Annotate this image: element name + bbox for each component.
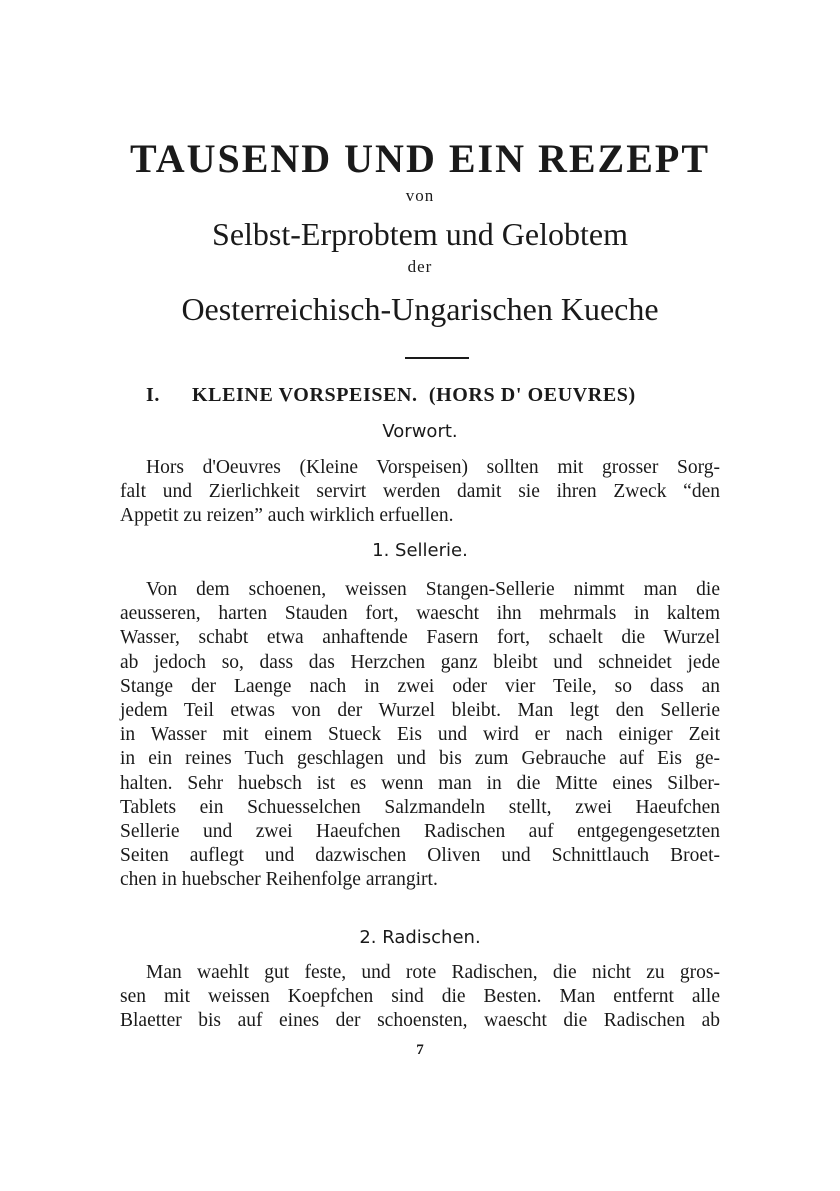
section-heading [146,382,636,408]
book-title: TAUSEND UND EIN REZEPT [129,136,710,181]
recipe-heading-sellerie: 1. Sellerie. [372,540,468,561]
text-line: Blaetter bis auf eines der schoensten, waescht die Radischen ab [120,1010,720,1032]
text-line: Sellerie und zwei Haeufchen Radischen auf entgegengesetzten [120,821,720,843]
text-line: Tablets ein Schuesselchen Salzmandeln stellt, zwei Haeufchen [120,796,720,818]
text-line: Wasser, schabt etwa anhaftende Fasern fort, schaelt die Wurzel [120,627,720,649]
text-line: Appetit zu reizen” auch wirklich erfuellen. [120,505,454,527]
text-line: Seiten auflegt und dazwischen Oliven und Schnittlauch Broet- [120,845,720,867]
text-line: aeusseren, harten Stauden fort, waescht ihn mehrmals in kaltem [120,603,720,625]
text-line: halten. Sehr huebsch ist es wenn man in die Mitte eines Silber- [120,772,720,794]
book-subtitle-1: Selbst-Erprobtem und Gelobtem [212,216,628,252]
text-line: Stange der Laenge nach in zwei oder vier Teile, so dass an [120,675,720,697]
text-line: chen in huebscher Reihenfolge arrangirt. [120,869,438,891]
text-line: sen mit weissen Koepfchen sind die Besten. Man entfernt alle [120,986,720,1008]
text-line: Von dem schoenen, weissen Stangen-Sellerie nimmt man die [146,579,720,600]
text-line: Man waehlt gut feste, und rote Radischen, die nicht zu gros- [146,962,720,983]
title-connector-der: der [407,257,433,276]
recipe-heading-radischen: 2. Radischen. [359,927,481,948]
text-line: falt und Zierlichkeit servirt werden damit sie ihren Zweck “den [120,481,720,503]
text-line: in Wasser mit einem Stueck Eis und wird er nach einiger Zeit [120,724,720,746]
text-line: jedem Teil etwas von der Wurzel bleibt. Man legt den Sellerie [120,700,720,722]
foreword-paragraph [120,456,720,529]
page-number: 7 [416,1042,424,1058]
title-divider [405,357,469,359]
book-subtitle-2: Oesterreichisch-Ungarischen Kueche [181,291,659,327]
text-line: Hors d'Oeuvres (Kleine Vorspeisen) sollten mit grosser Sorg- [146,457,720,478]
title-connector-von: von [405,186,435,205]
text-line: in ein reines Tuch geschlagen und bis zum Gebrauche auf Eis ge- [120,748,720,770]
foreword-heading: Vorwort. [382,421,458,442]
section-title: KLEINE VORSPEISEN. (HORS D' OEUVRES) [192,384,636,406]
recipe-paragraph-radischen [120,961,720,1034]
text-line: ab jedoch so, dass das Herzchen ganz bleibt und schneidet jede [120,651,720,673]
section-number: I. [146,384,160,406]
recipe-paragraph-sellerie [120,578,720,893]
